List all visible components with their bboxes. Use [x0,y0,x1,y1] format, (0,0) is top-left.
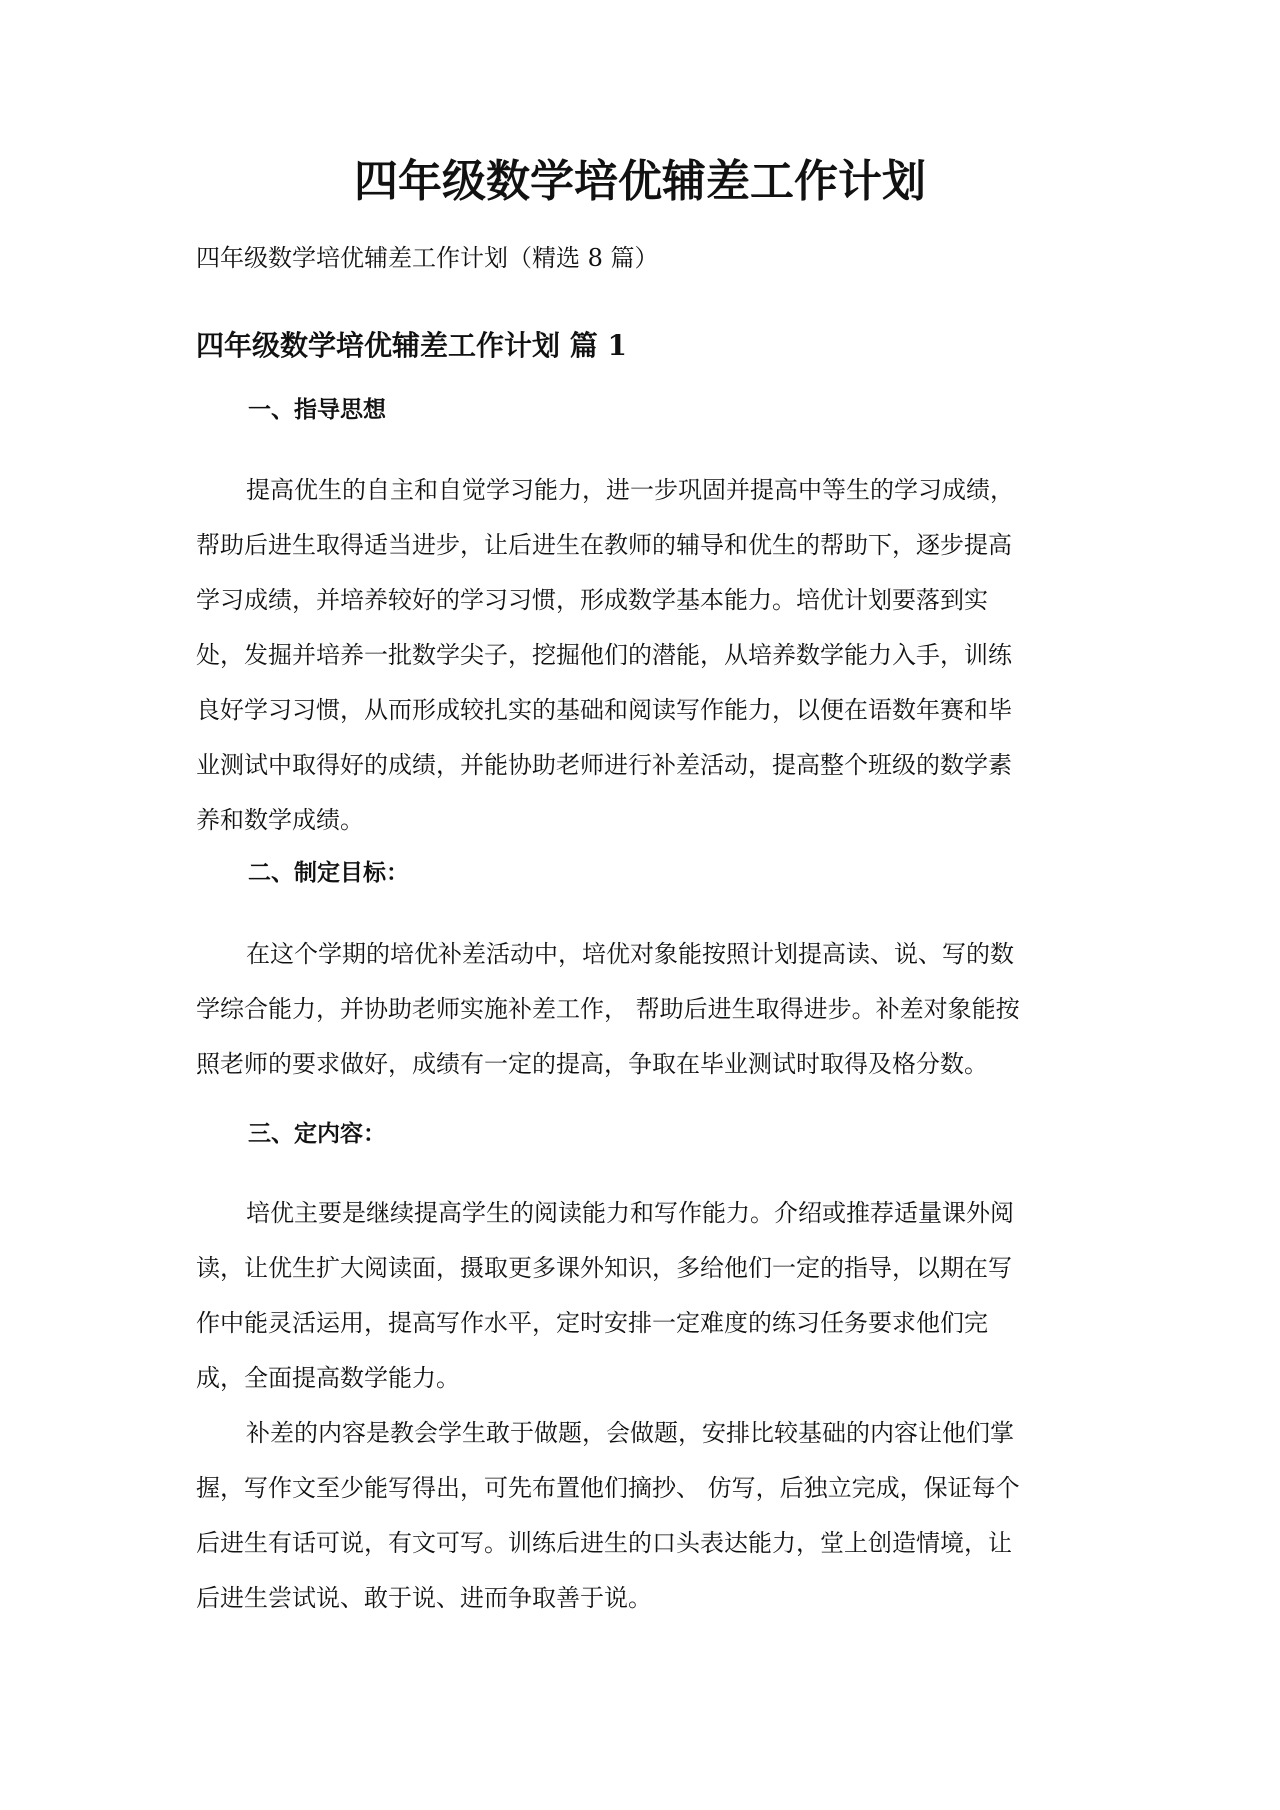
paragraph-line: 握，写作文至少能写得出，可先布置他们摘抄、 仿写，后独立完成，保证每个 [196,1474,1020,1502]
paragraph-line: 作中能灵活运用，提高写作水平，定时安排一定难度的练习任务要求他们完 [196,1309,988,1337]
sub-heading-guiding-ideology: 一、指导思想 [248,397,386,423]
paragraph-guiding-ideology [196,463,1096,848]
sub-heading-set-goals: 二、制定目标： [248,860,409,886]
document-subtitle: 四年级数学培优辅差工作计划（精选 8 篇） [196,244,659,272]
paragraph-line: 处，发掘并培养一批数学尖子，挖掘他们的潜能，从培养数学能力入手，训练 [196,641,1012,669]
paragraph-line: 帮助后进生取得适当进步，让后进生在教师的辅导和优生的帮助下，逐步提高 [196,531,1012,559]
document-title: 四年级数学培优辅差工作计划 [354,156,926,207]
paragraph-line: 在这个学期的培优补差活动中，培优对象能按照计划提高读、说、写的数 [246,940,1014,968]
paragraph-line: 学综合能力，并协助老师实施补差工作， 帮助后进生取得进步。补差对象能按 [196,995,1020,1023]
paragraph-content-top-students [196,1186,1096,1406]
paragraph-line: 养和数学成绩。 [196,806,364,834]
paragraph-line: 学习成绩，并培养较好的学习习惯，形成数学基本能力。培优计划要落到实 [196,586,988,614]
paragraph-line: 后进生有话可说，有文可写。训练后进生的口头表达能力，堂上创造情境，让 [196,1529,1012,1557]
paragraph-line: 照老师的要求做好，成绩有一定的提高，争取在毕业测试时取得及格分数。 [196,1050,988,1078]
paragraph-content-remedial [196,1406,1096,1626]
paragraph-line: 提高优生的自主和自觉学习能力，进一步巩固并提高中等生的学习成绩， [246,476,1014,504]
paragraph-line: 后进生尝试说、敢于说、进而争取善于说。 [196,1584,652,1612]
paragraph-line: 培优主要是继续提高学生的阅读能力和写作能力。介绍或推荐适量课外阅 [246,1199,1014,1227]
paragraph-line: 良好学习习惯，从而形成较扎实的基础和阅读写作能力，以便在语数年赛和毕 [196,696,1012,724]
section-heading: 四年级数学培优辅差工作计划 篇 1 [196,329,627,362]
paragraph-set-goals [196,927,1096,1092]
paragraph-line: 补差的内容是教会学生敢于做题，会做题，安排比较基础的内容让他们掌 [246,1419,1014,1447]
paragraph-line: 读，让优生扩大阅读面，摄取更多课外知识，多给他们一定的指导，以期在写 [196,1254,1012,1282]
sub-heading-set-content: 三、定内容： [248,1121,386,1147]
paragraph-line: 成，全面提高数学能力。 [196,1364,460,1392]
paragraph-line: 业测试中取得好的成绩，并能协助老师进行补差活动，提高整个班级的数学素 [196,751,1012,779]
